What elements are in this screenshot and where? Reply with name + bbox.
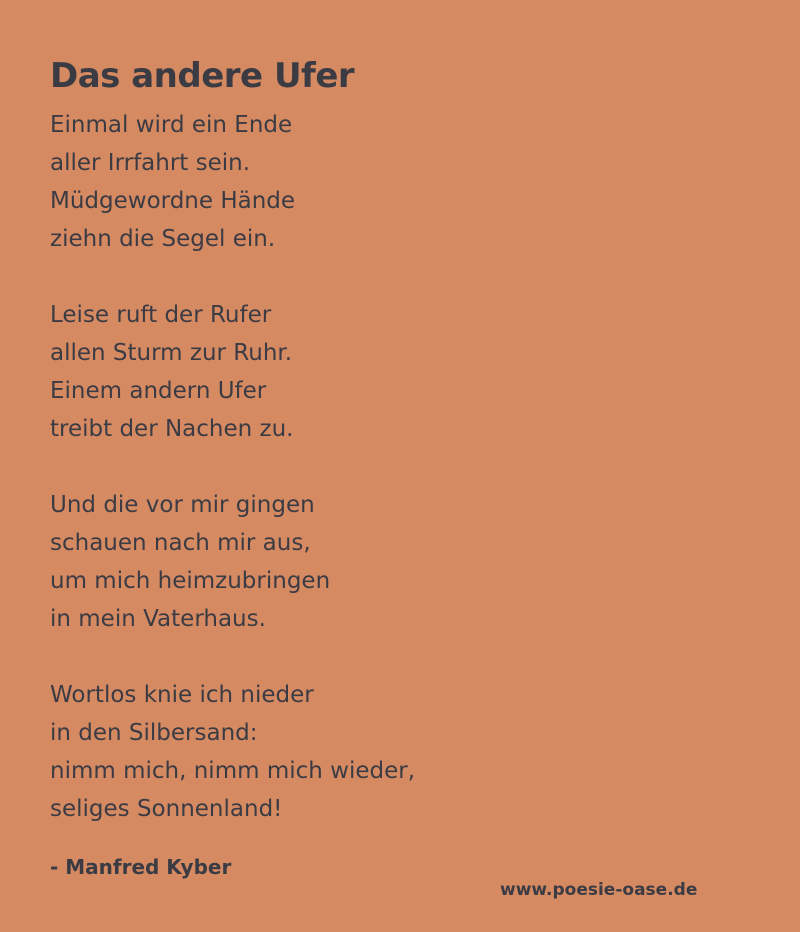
poem-line: in den Silbersand: [50,720,258,746]
poem-line: in mein Vaterhaus. [50,606,266,632]
stanza-4 [50,676,750,828]
website-credit: www.poesie-oase.de [500,880,698,900]
poem-line: aller Irrfahrt sein. [50,150,251,176]
poem-line: Wortlos knie ich nieder [50,682,314,708]
poem-line: Leise ruft der Rufer [50,302,272,328]
poem-line: treibt der Nachen zu. [50,416,294,442]
poem-author: - Manfred Kyber [50,855,232,879]
poem-line: um mich heimzubringen [50,568,331,594]
stanza-2 [50,296,750,448]
stanza-1 [50,106,750,258]
poem-title: Das andere Ufer [50,56,355,96]
poem-line: ziehn die Segel ein. [50,226,276,252]
poem-line: Einem andern Ufer [50,378,267,404]
poem-line: seliges Sonnenland! [50,796,283,822]
poem-card [50,52,750,866]
poem-line: Einmal wird ein Ende [50,112,293,138]
poem-line: nimm mich, nimm mich wieder, [50,758,416,784]
poem-line: allen Sturm zur Ruhr. [50,340,293,366]
poem-line: Und die vor mir gingen [50,492,315,518]
poem-line: Müdgewordne Hände [50,188,296,214]
stanza-3 [50,486,750,638]
poem-line: schauen nach mir aus, [50,530,311,556]
